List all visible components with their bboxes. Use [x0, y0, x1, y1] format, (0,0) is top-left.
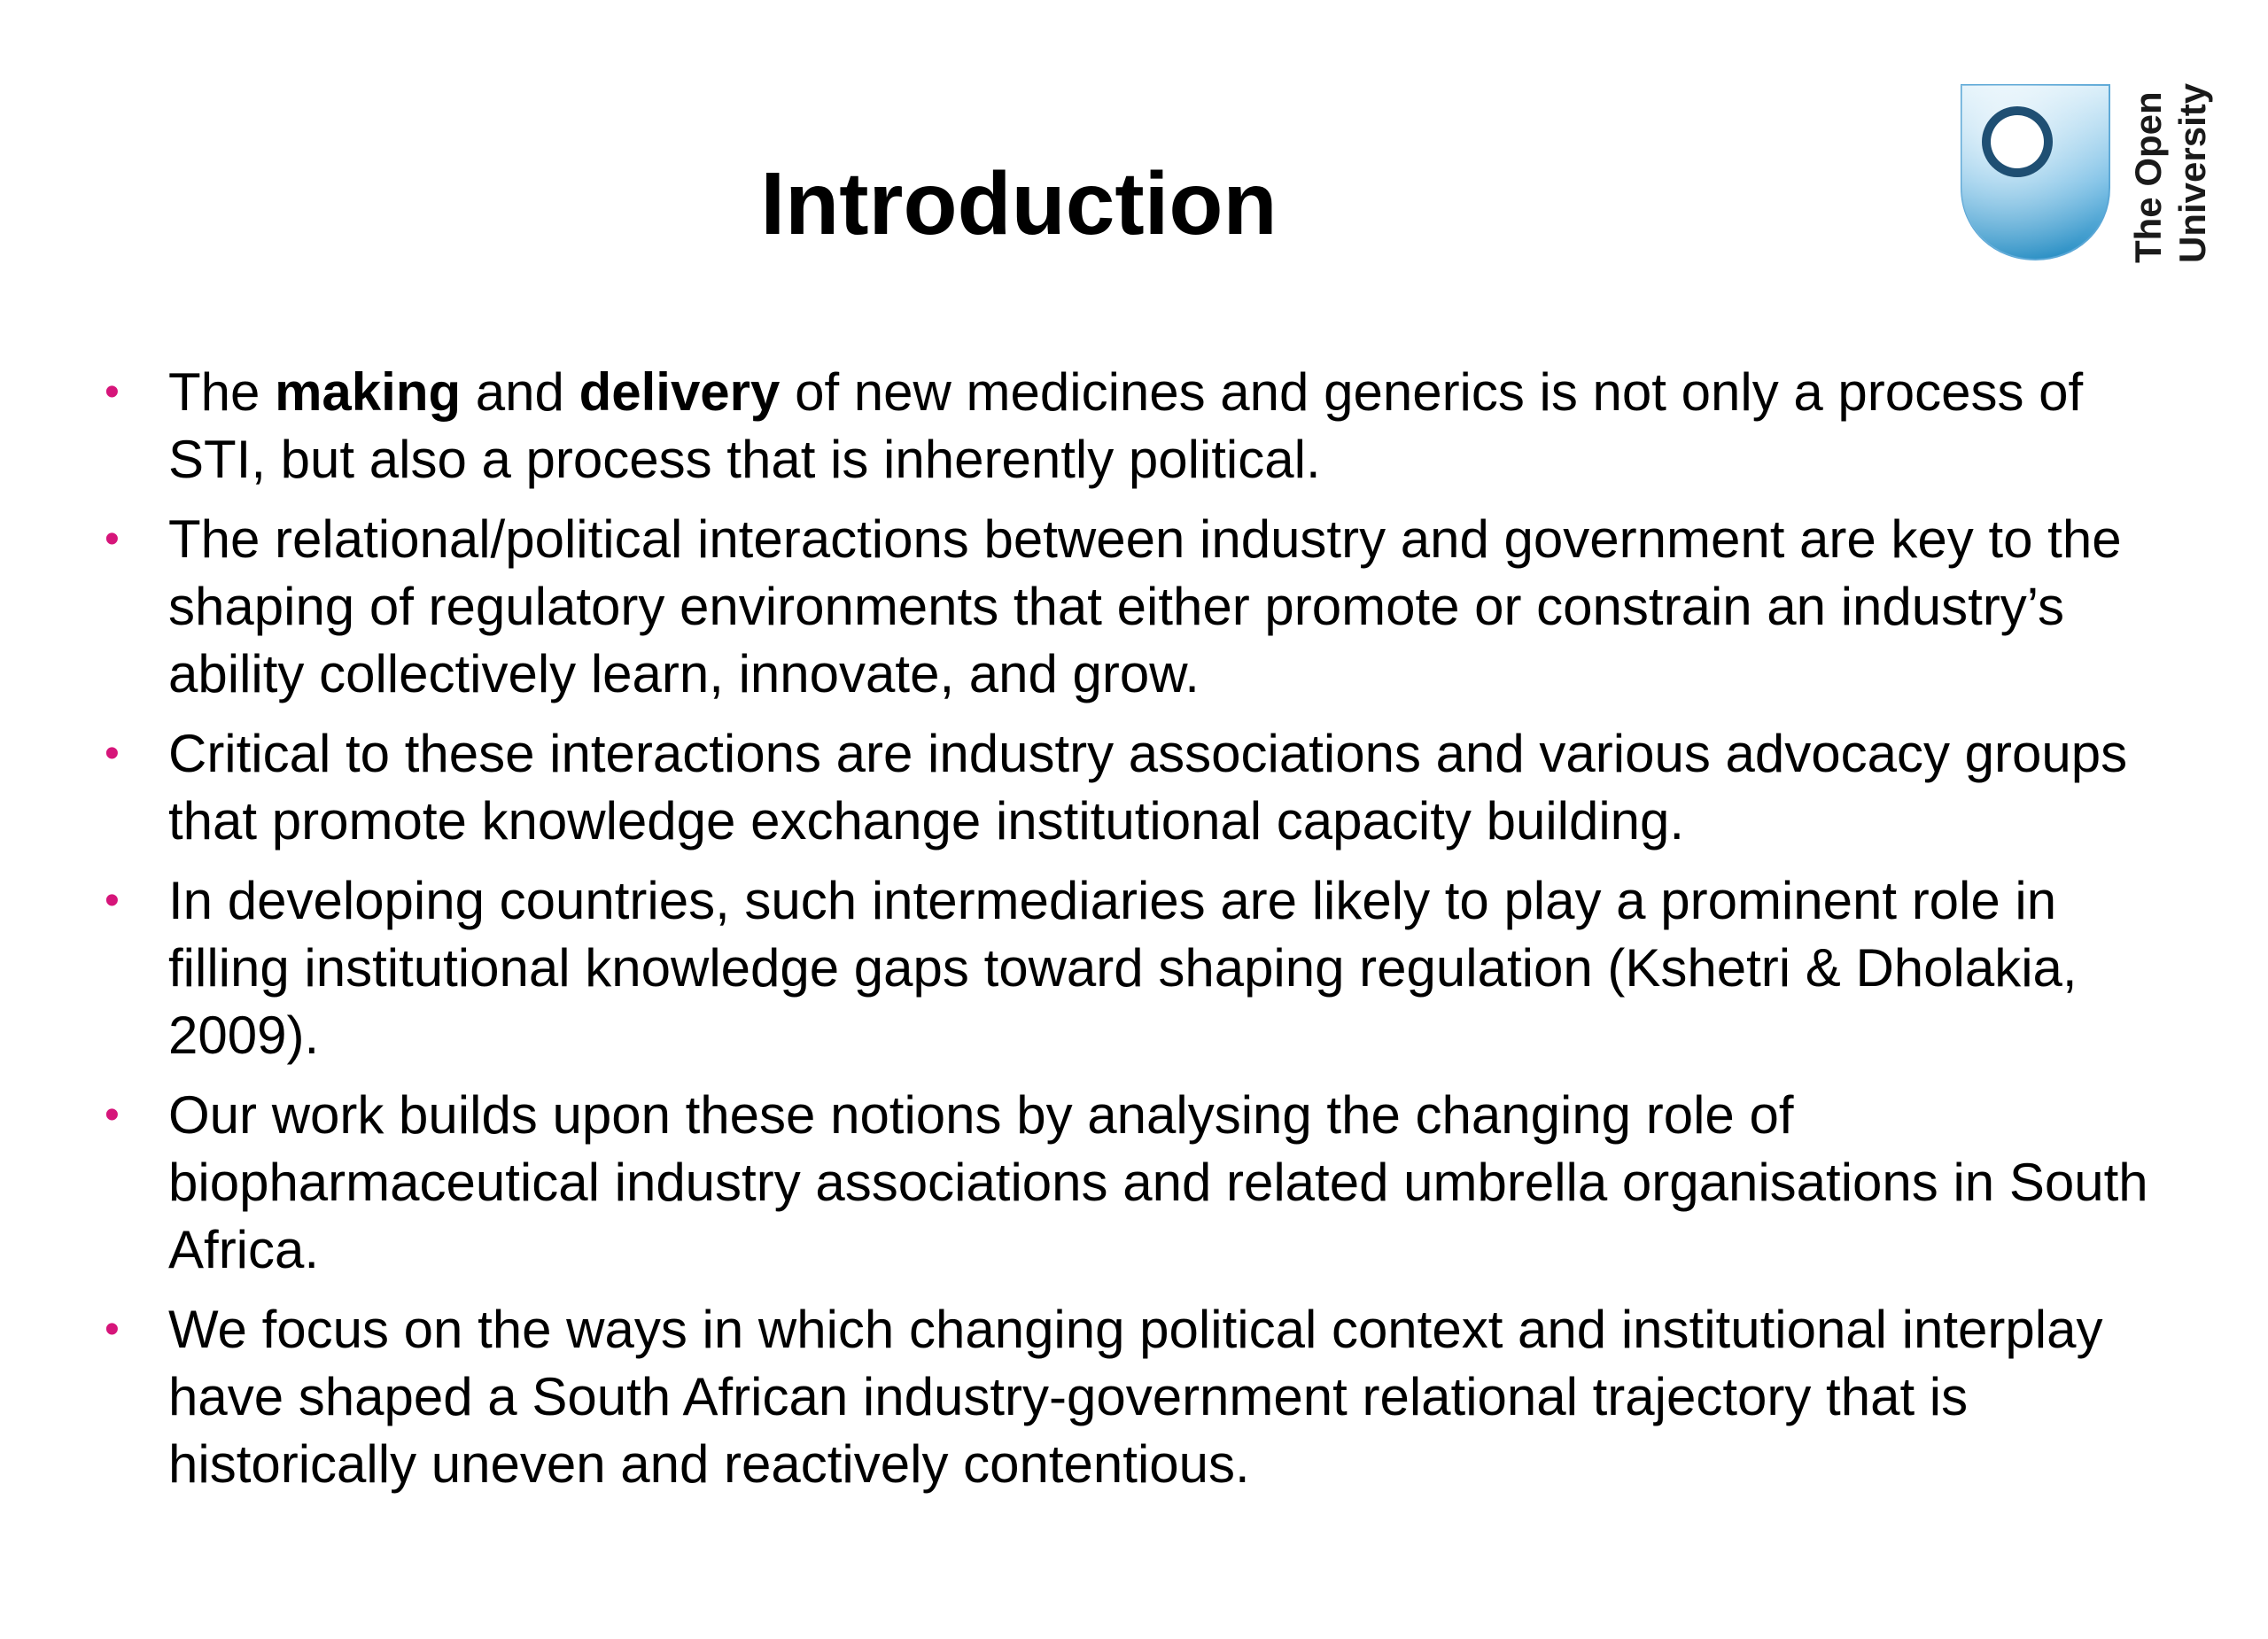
- bullet-text: Our work builds upon these notions by analysing the changing role of biopharmaceutical industry associations and related umbrella organisations in South Africa.: [168, 1085, 2148, 1279]
- bullet-text-part: The: [168, 362, 276, 422]
- bullet-text: We focus on the ways in which changing political context and institutional interplay have shaped a South African industry-government relational trajectory that is historically uneven and reactively contentious.: [168, 1300, 2103, 1494]
- logo-line-1: The Open: [2127, 91, 2169, 263]
- slide-title: Introduction: [760, 154, 1278, 253]
- bullet-item: [97, 1082, 2162, 1284]
- bullet-text-part: of new medicines and generics is not only a process of STI, but also a process that is inherently political.: [168, 362, 2084, 489]
- bullet-text-bold: delivery: [579, 362, 781, 422]
- bullet-marker: •: [105, 1091, 120, 1138]
- bullet-text: [168, 362, 2083, 489]
- bullet-item: [97, 720, 2162, 855]
- bullet-marker: •: [105, 369, 120, 416]
- bullet-marker: •: [105, 516, 120, 563]
- bullet-item: [97, 867, 2162, 1069]
- bullet-item: [97, 1296, 2162, 1498]
- bullet-text: In developing countries, such intermediaries are likely to play a prominent role in filling institutional knowledge gaps toward shaping regulation (Kshetri & Dholakia, 2009).: [168, 871, 2078, 1065]
- bullet-text: The relational/political interactions between industry and government are key to the shaping of regulatory environments that either promote or constrain an industry’s ability collectively learn, innovate, and grow.: [168, 509, 2122, 703]
- bullet-item: [97, 359, 2162, 493]
- bullet-marker: •: [105, 730, 120, 777]
- bullet-text-bold: making: [275, 362, 462, 422]
- bullet-marker: •: [105, 1306, 120, 1353]
- bullet-marker: •: [105, 877, 120, 924]
- shield-icon: [1958, 82, 2113, 263]
- bullet-text-part: and: [461, 362, 579, 422]
- logo-line-2: University: [2171, 82, 2213, 263]
- bullet-item: [97, 506, 2162, 708]
- bullet-list: [97, 359, 2162, 1511]
- bullet-text: Critical to these interactions are industry associations and various advocacy groups that promote knowledge exchange institutional capacity building.: [168, 724, 2128, 851]
- open-university-logo: [1958, 82, 2224, 272]
- logo-wordmark: [2126, 83, 2215, 263]
